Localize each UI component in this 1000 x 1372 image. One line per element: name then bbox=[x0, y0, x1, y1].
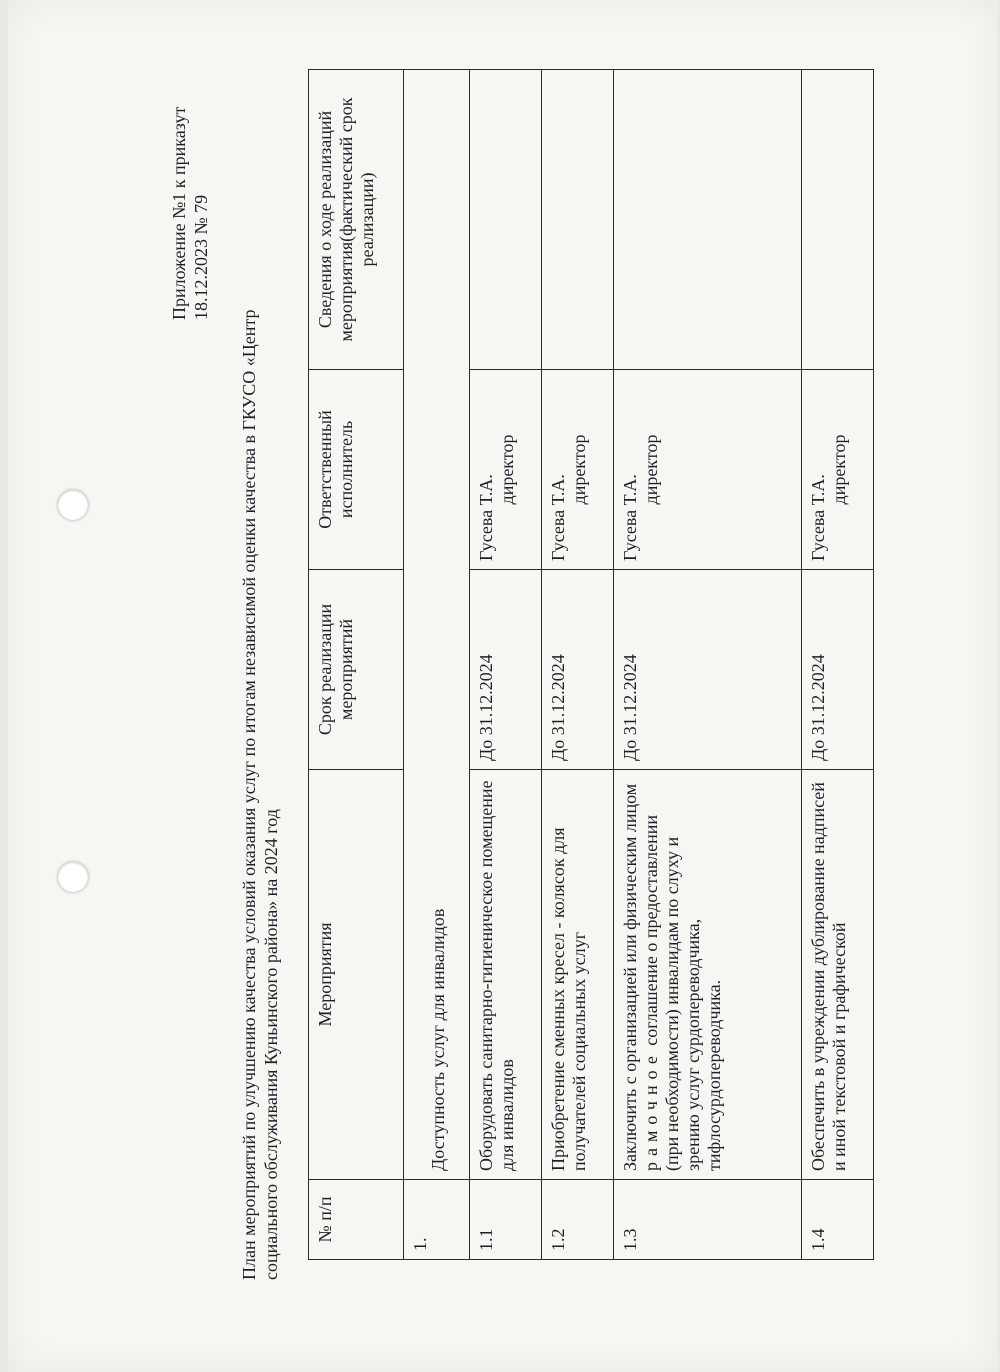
row-responsible bbox=[542, 370, 614, 570]
row-progress bbox=[470, 70, 542, 370]
section-num: 1. bbox=[404, 1180, 470, 1260]
annex-note bbox=[168, 40, 212, 320]
row-deadline: До 31.12.2024 bbox=[542, 570, 614, 770]
row-num: 1.2 bbox=[542, 1180, 614, 1260]
row-progress bbox=[542, 70, 614, 370]
header-measures: Мероприятия bbox=[309, 770, 404, 1180]
row-progress bbox=[614, 70, 802, 370]
responsible-role: директор bbox=[497, 434, 517, 505]
plan-table bbox=[308, 69, 874, 1260]
responsible-role: директор bbox=[641, 434, 661, 505]
rotated-page bbox=[168, 40, 978, 1340]
row-measure-part-1: Заключить с организацией или физическим лицом bbox=[620, 783, 640, 1171]
punch-hole-top bbox=[58, 490, 88, 520]
plan-title bbox=[238, 280, 282, 1280]
plan-title-line-1: План мероприятий по улучшению качества условий оказания услуг по итогам независимой оценки качества в ГКУСО «Центр bbox=[239, 309, 259, 1280]
responsible-name: Гусева Т.А. bbox=[620, 474, 640, 561]
row-measure: Обеспечить в учреждении дублирование надписей и иной текстовой и графической bbox=[802, 770, 874, 1180]
section-row bbox=[404, 70, 470, 1260]
row-measure: Оборудовать санитарно-гигиеническое помещение для инвалидов bbox=[470, 770, 542, 1180]
row-measure: Приобретение сменных кресел - колясок для получателей социальных услуг bbox=[542, 770, 614, 1180]
row-num: 1.4 bbox=[802, 1180, 874, 1260]
responsible-name: Гусева Т.А. bbox=[548, 474, 568, 561]
header-deadline: Срок реализации мероприятий bbox=[309, 570, 404, 770]
row-num: 1.1 bbox=[470, 1180, 542, 1260]
header-progress: Сведения о ходе реализаций мероприятия(фактический срок реализации) bbox=[309, 70, 404, 370]
document-sheet bbox=[8, 0, 998, 1372]
row-deadline: До 31.12.2024 bbox=[470, 570, 542, 770]
row-measure-part-2: соглашение о предоставлении (при необходимости) инвалидам по слуху и зрению услуг сурдопереводчика, тифлосурдопереводчика. bbox=[641, 814, 724, 1171]
row-responsible bbox=[802, 370, 874, 570]
responsible-role: директор bbox=[829, 434, 849, 505]
table-row bbox=[470, 70, 542, 1260]
row-measure-spaced: рамочное bbox=[641, 1050, 661, 1171]
row-measure bbox=[614, 770, 802, 1180]
plan-title-line-2: социального обслуживания Куньинского района» на 2024 год bbox=[261, 809, 281, 1280]
section-title: Доступность услуг для инвалидов bbox=[404, 70, 470, 1180]
responsible-role: директор bbox=[569, 434, 589, 505]
responsible-name: Гусева Т.А. bbox=[476, 474, 496, 561]
row-num: 1.3 bbox=[614, 1180, 802, 1260]
header-responsible: Ответственный исполнитель bbox=[309, 370, 404, 570]
responsible-name: Гусева Т.А. bbox=[808, 474, 828, 561]
row-responsible bbox=[614, 370, 802, 570]
header-num: № п/п bbox=[309, 1180, 404, 1260]
table-row bbox=[542, 70, 614, 1260]
row-responsible bbox=[470, 370, 542, 570]
table-header-row bbox=[309, 70, 404, 1260]
table-row bbox=[614, 70, 802, 1260]
annex-line-2: 18.12.2023 № 79 bbox=[191, 194, 211, 320]
punch-hole-bottom bbox=[58, 862, 88, 892]
row-deadline: До 31.12.2024 bbox=[614, 570, 802, 770]
table-row bbox=[802, 70, 874, 1260]
row-deadline: До 31.12.2024 bbox=[802, 570, 874, 770]
annex-line-1: Приложение №1 к приказут bbox=[169, 106, 189, 320]
row-progress bbox=[802, 70, 874, 370]
